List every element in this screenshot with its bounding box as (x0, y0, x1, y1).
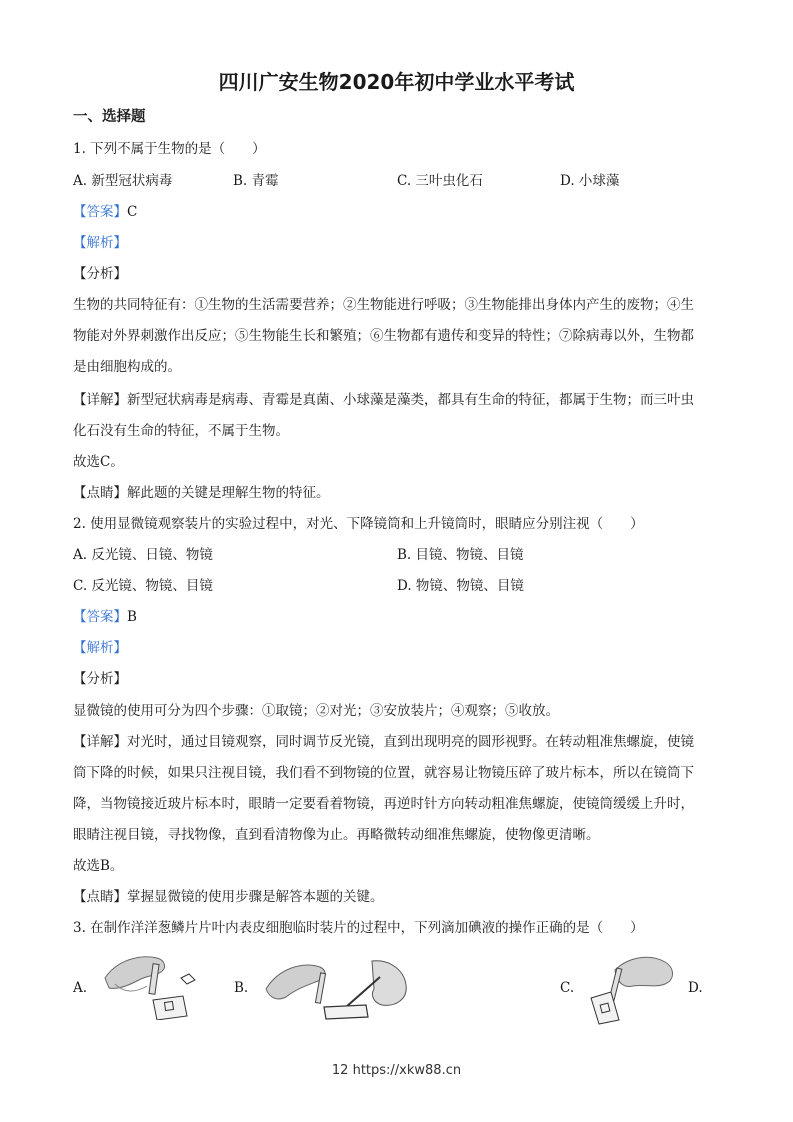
q2-jiexi-tag: 【解析】 (73, 640, 127, 656)
q1-detail-line: 【详解】新型冠状病毒是病毒、青霉是真菌、小球藻是藻类，都具有生命的特征，都属于生物；而三叶虫 (73, 392, 694, 408)
q2-analysis-line: 显微镜的使用可分为四个步骤：①取镜；②对光；③安放装片；④观察；⑤收放。 (73, 703, 559, 719)
q1-option-d: D. 小球藻 (560, 173, 620, 189)
q3-stem: 3. 在制作洋洋葱鳞片片叶内表皮细胞临时装片的过程中，下列滴加碘液的操作正确的是（ ） (73, 920, 644, 936)
section-heading: 一、选择题 (73, 109, 146, 125)
q1-stem: 1. 下列不属于生物的是（ ） (73, 141, 266, 157)
q2-option-b: B. 目镜、物镜、目镜 (397, 547, 524, 563)
q1-option-b: B. 青霉 (233, 173, 279, 189)
q3-option-a-label: A. (73, 980, 88, 996)
q2-detail-line: 眼睛注视目镜，寻找物像，直到看清物像为止。再略微转动细准焦螺旋，使物像更清晰。 (73, 827, 600, 843)
q2-option-a: A. 反光镜、日镜、物镜 (73, 547, 213, 563)
q1-analysis-line: 是由细胞构成的。 (73, 359, 181, 375)
q2-answer (73, 608, 137, 626)
answer-tag: 【答案】 (73, 609, 127, 625)
q3-option-d-label: D. (688, 980, 703, 996)
q1-answer (73, 203, 137, 221)
document-title: 四川广安生物2020年初中学业水平考试 (218, 70, 575, 94)
q2-choose: 故选B。 (73, 858, 124, 874)
q2-detail-line: 【详解】对光时，通过目镜观察，同时调节反光镜，直到出现明亮的圆形视野。在转动粗准焦螺旋，使镜 (73, 734, 694, 750)
q3-option-b-label: B. (234, 980, 249, 996)
q1-choose: 故选C。 (73, 454, 124, 470)
q1-fenxi-tag: 【分析】 (73, 266, 127, 282)
q3-option-c-label: C. (560, 980, 575, 996)
q2-option-d: D. 物镜、物镜、目镜 (397, 578, 524, 594)
q1-analysis-line: 生物的共同特征有：①生物的生活需要营养；②生物能进行呼吸；③生物能排出身体内产生的废物；④生 (73, 297, 694, 313)
q1-jiexi-tag: 【解析】 (73, 235, 127, 251)
q2-comment: 【点睛】掌握显微镜的使用步骤是解答本题的关键。 (73, 889, 384, 905)
answer-tag: 【答案】 (73, 204, 127, 220)
q1-detail-line: 化石没有生命的特征，不属于生物。 (73, 423, 289, 439)
q3-option-a-image (95, 950, 205, 1020)
q2-option-c: C. 反光镜、物镜、目镜 (73, 578, 213, 594)
q1-option-a: A. 新型冠状病毒 (73, 173, 173, 189)
answer-value: B (127, 609, 137, 625)
answer-value: C (127, 204, 138, 220)
q2-detail-line: 降，当物镜接近玻片标本时，眼睛一定要看着物镜，再逆时针方向转动粗准焦螺旋，使镜筒缓缓上升时， (73, 796, 694, 812)
q2-fenxi-tag: 【分析】 (73, 671, 127, 687)
q2-stem: 2. 使用显微镜观察装片的实验过程中，对光、下降镜筒和上升镜筒时，眼睛应分别注视（ ） (73, 516, 644, 532)
q1-option-c: C. 三叶虫化石 (397, 173, 483, 189)
q1-analysis-line: 物能对外界刺激作出反应；⑤生物能生长和繁殖；⑥生物都有遗传和变异的特性；⑦除病毒以外，生物都 (73, 328, 694, 344)
q3-option-b-image (262, 955, 412, 1025)
q2-detail-line: 筒下降的时候，如果只注视目镜，我们看不到物镜的位置，就容易让物镜压碎了玻片标本，所以在镜筒下 (73, 765, 694, 781)
q3-option-c-image (585, 950, 680, 1025)
q1-comment: 【点睛】解此题的关键是理解生物的特征。 (73, 485, 330, 501)
page-footer: 12 https://xkw88.cn (331, 1063, 462, 1078)
